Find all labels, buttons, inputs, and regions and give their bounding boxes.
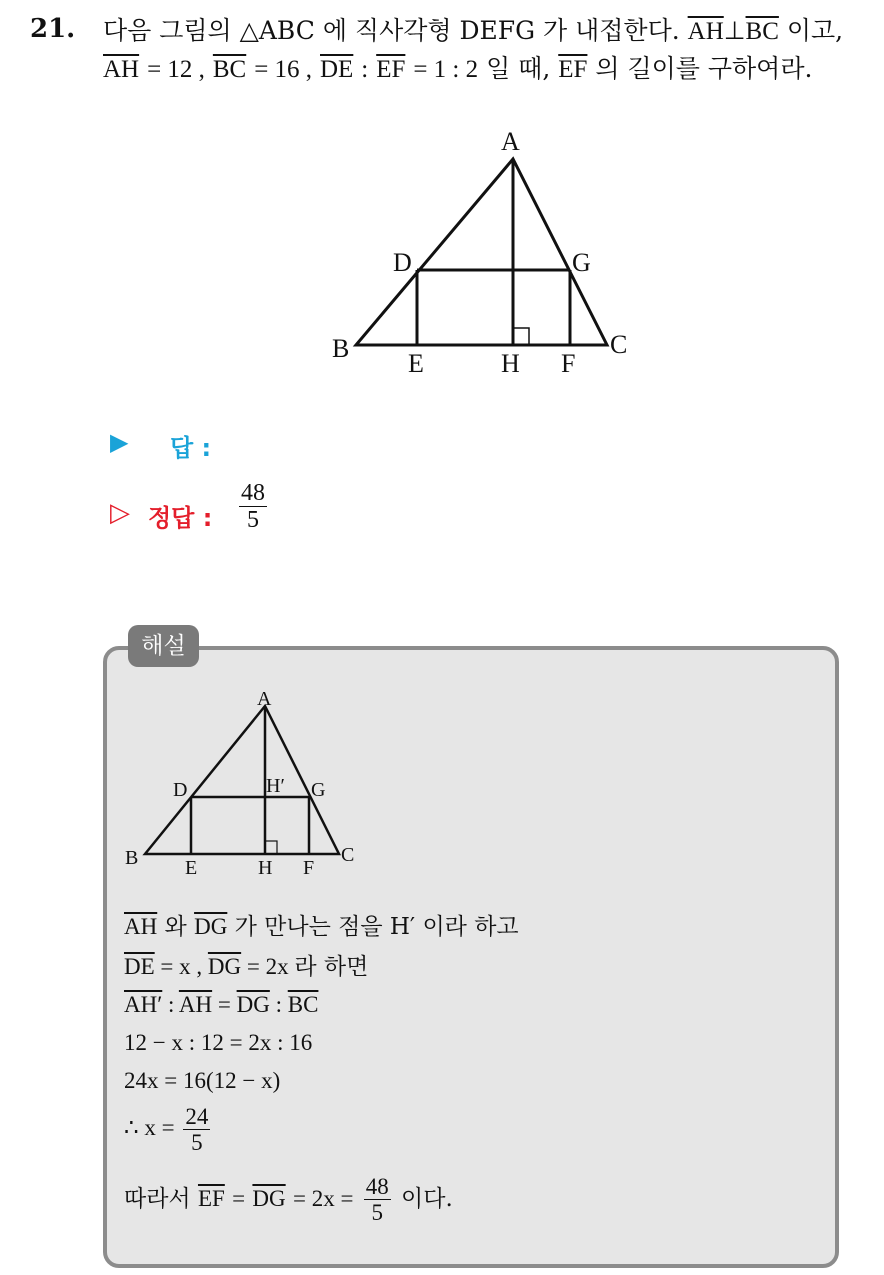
- label-a: A: [257, 688, 272, 710]
- fraction-numerator: 48: [241, 480, 265, 506]
- text: 라 하면: [294, 954, 369, 980]
- segment-de: $\overline{DE}$: [320, 56, 354, 83]
- question-text: 일 때,: [486, 54, 551, 83]
- segment: $\overline{DG}$: [207, 954, 242, 979]
- segment: $\overline{DG}$: [252, 1185, 286, 1211]
- equation: = 2x =: [292, 1185, 354, 1211]
- equation: = 2x: [246, 954, 289, 979]
- text: 따라서: [124, 1185, 191, 1212]
- solution-line-2: [124, 950, 368, 984]
- text: 이다.: [401, 1185, 453, 1212]
- segment: AH′: [124, 992, 163, 1017]
- segment-ah: $\overline{AH}$: [103, 56, 140, 83]
- fraction-denominator: 5: [371, 1200, 383, 1226]
- colon: :: [275, 992, 282, 1017]
- label-d: D: [173, 779, 188, 801]
- segment-ah: $\overline{AH}$: [687, 18, 724, 45]
- right-angle-mark: [265, 841, 277, 854]
- fraction-numerator: 48: [365, 1174, 389, 1199]
- correct-answer-value: [236, 480, 270, 534]
- segment: $\overline{DG}$: [194, 914, 228, 939]
- equation: = 16 ,: [254, 56, 313, 83]
- solution-line-5: 24x = 16(12 − x): [124, 1068, 281, 1093]
- segment-bc: $\overline{BC}$: [212, 56, 247, 83]
- fraction-denominator: 5: [191, 1130, 203, 1156]
- segment-ef: $\overline{EF}$: [376, 56, 406, 83]
- label-c: C: [610, 330, 628, 359]
- label-c: C: [341, 844, 355, 866]
- answer-label: 답 :: [170, 434, 212, 462]
- correct-arrow-icon: ▷: [110, 498, 130, 528]
- label-h-prime: H′: [266, 775, 285, 797]
- right-angle-mark: [513, 328, 529, 345]
- answer-arrow-icon: ▶: [110, 428, 129, 456]
- label-f: F: [561, 349, 576, 378]
- perp-symbol: ⊥: [723, 18, 746, 45]
- equation: = x ,: [160, 954, 203, 979]
- label-b: B: [125, 847, 139, 869]
- label-h: H: [501, 349, 520, 378]
- triangle-figure: [320, 120, 650, 380]
- question-line-1: [103, 14, 843, 49]
- segment: $\overline{AH}$: [178, 992, 213, 1017]
- correct-answer-label: 정답 :: [148, 504, 213, 532]
- colon: :: [168, 992, 175, 1017]
- question-number: 21.: [30, 14, 76, 44]
- ratio-value: = 1 : 2: [413, 56, 479, 83]
- question-text: 의 길이를 구하여라.: [595, 54, 813, 83]
- label-a: A: [501, 127, 520, 156]
- text: 와: [164, 914, 187, 940]
- question-text-end: 이고,: [786, 16, 844, 45]
- segment: $\overline{DG}$: [236, 992, 270, 1017]
- solution-line-6: [124, 1104, 213, 1156]
- equals: =: [232, 1185, 246, 1211]
- segment-ef: $\overline{EF}$: [558, 56, 588, 83]
- question-text: 다음 그림의 △ABC 에 직사각형 DEFG 가 내접한다.: [103, 16, 680, 45]
- fraction-denominator: 5: [247, 507, 259, 534]
- text: 가 만나는 점을 H′ 이라 하고: [234, 914, 519, 940]
- label-e: E: [185, 857, 198, 879]
- label-g: G: [311, 779, 326, 801]
- question-line-2: [103, 52, 812, 87]
- label-b: B: [332, 334, 350, 363]
- fraction-numerator: 24: [185, 1104, 209, 1129]
- solution-line-3: [124, 988, 318, 1022]
- segment: $\overline{DE}$: [124, 954, 155, 979]
- segment: $\overline{BC}$: [287, 992, 319, 1017]
- equals: =: [217, 992, 231, 1017]
- solution-figure: [120, 682, 370, 882]
- segment: $\overline{AH}$: [124, 914, 158, 939]
- label-g: G: [572, 248, 591, 277]
- label-h: H: [258, 857, 273, 879]
- solution-tab: 해설: [128, 625, 199, 667]
- equation: = 12 ,: [147, 56, 205, 83]
- segment-bc: $\overline{BC}$: [745, 18, 779, 45]
- colon: :: [361, 56, 369, 83]
- therefore-equation: ∴ x =: [124, 1115, 175, 1141]
- solution-line-4: 12 − x : 12 = 2x : 16: [124, 1030, 313, 1055]
- label-e: E: [408, 349, 424, 378]
- solution-line-1: [124, 910, 519, 944]
- label-f: F: [303, 857, 315, 879]
- segment: $\overline{EF}$: [197, 1185, 225, 1211]
- solution-line-7: [124, 1174, 453, 1226]
- label-d: D: [393, 248, 412, 277]
